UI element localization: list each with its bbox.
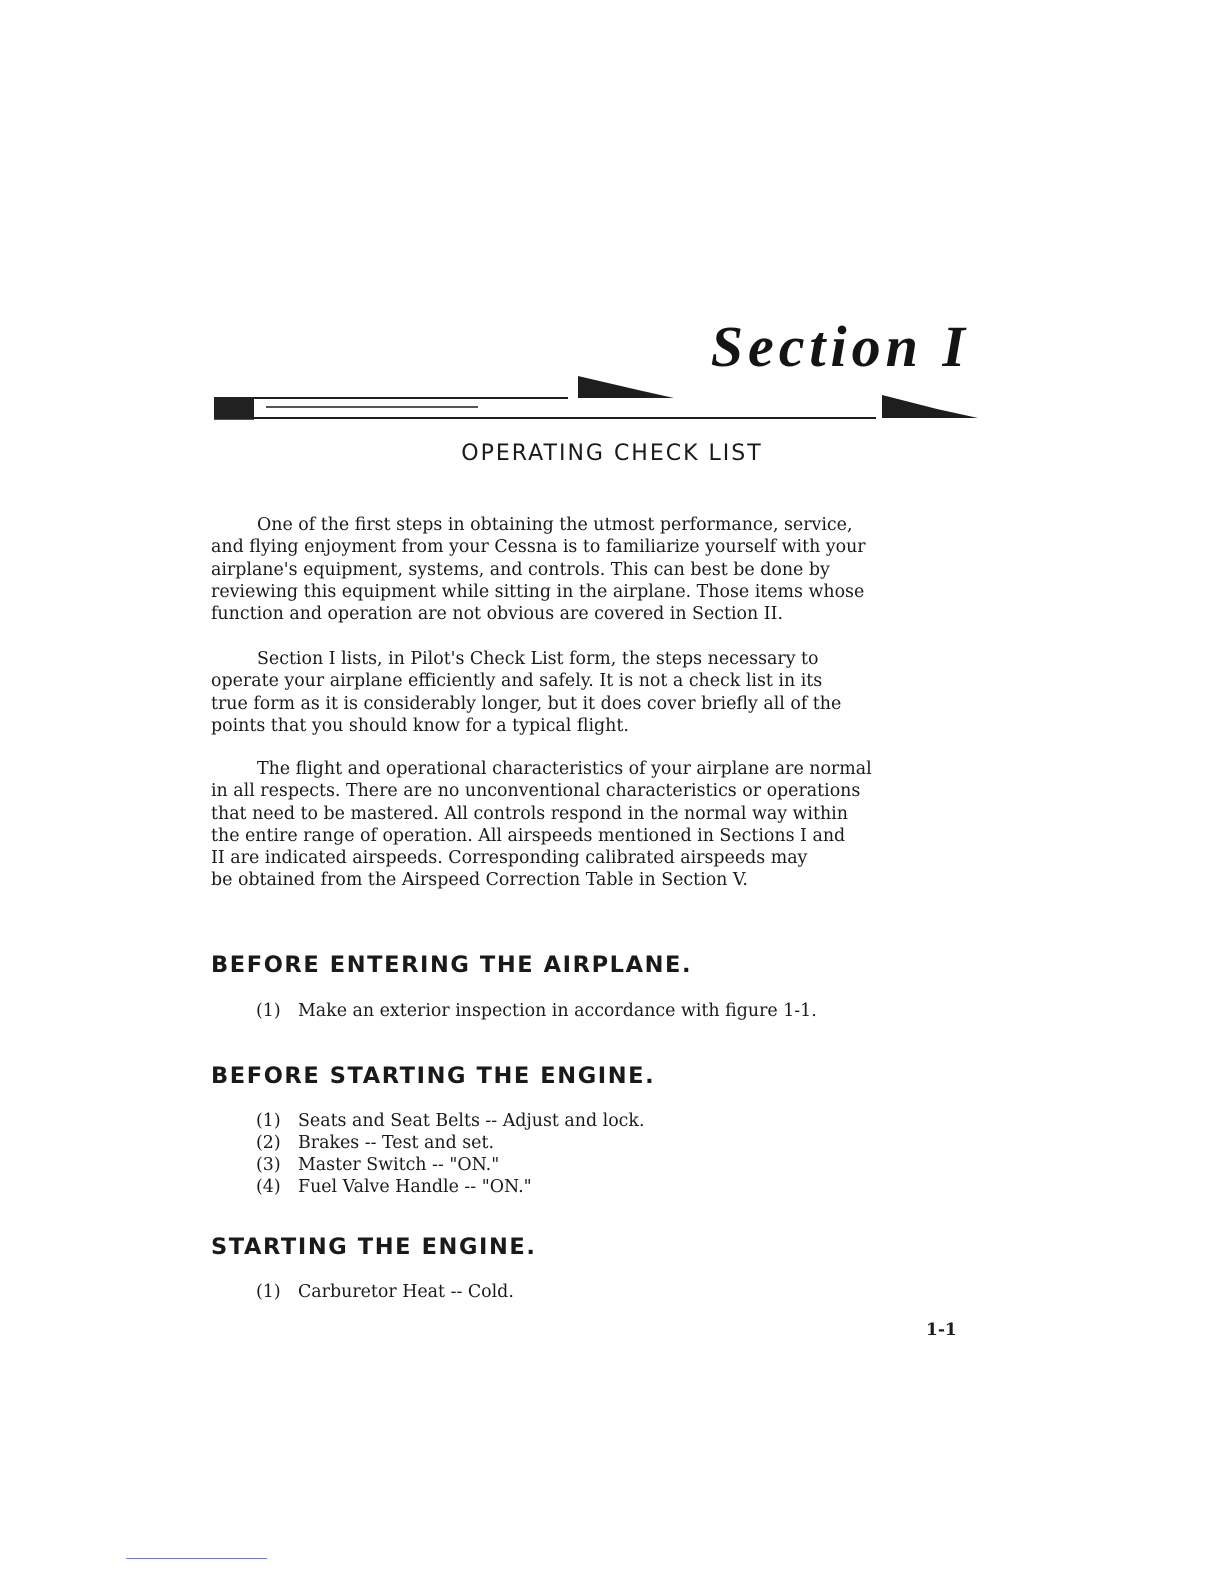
checklist-before-starting <box>256 1110 644 1198</box>
intro-paragraph-1 <box>211 514 981 625</box>
item-number: (1) <box>256 1111 281 1131</box>
arrow-wedge-right <box>882 395 982 421</box>
paragraph-line: points that you should know for a typical flight. <box>211 715 629 736</box>
checklist-starting-engine <box>256 1281 514 1303</box>
rule-upper-long <box>254 397 568 399</box>
paragraph-line: The flight and operational characteristics of your airplane are normal <box>257 759 872 779</box>
paragraph-line: true form as it is considerably longer, but it does cover briefly all of the <box>211 693 842 714</box>
paragraph-line: function and operation are not obvious are covered in Section II. <box>211 604 784 625</box>
paragraph-line: operate your airplane efficiently and safely. It is not a check list in its <box>211 671 823 692</box>
rule-inner-short <box>266 406 478 408</box>
intro-paragraph-2 <box>211 648 981 737</box>
paragraph-line: in all respects. There are no unconventional characteristics or operations <box>211 781 861 802</box>
item-text: Fuel Valve Handle -- "ON." <box>298 1177 532 1197</box>
paragraph-line: that need to be mastered. All controls respond in the normal way within <box>211 803 848 824</box>
item-number: (4) <box>256 1177 281 1197</box>
rule-block-left <box>214 397 254 420</box>
paragraph-line: the entire range of operation. All airspeeds mentioned in Sections I and <box>211 825 846 846</box>
footnote-divider <box>126 1558 267 1559</box>
list-item <box>256 1176 644 1198</box>
list-item <box>256 1154 644 1176</box>
item-number: (1) <box>256 1282 281 1302</box>
section-label: Section I <box>710 314 970 379</box>
intro-paragraph-3 <box>211 758 981 892</box>
paragraph-line: be obtained from the Airspeed Correction Table in Section V. <box>211 870 748 891</box>
page-title: OPERATING CHECK LIST <box>461 441 763 466</box>
item-number: (1) <box>256 1001 281 1021</box>
paragraph-line: Section I lists, in Pilot's Check List form, the steps necessary to <box>257 649 819 669</box>
paragraph-line: airplane's equipment, systems, and controls. This can best be done by <box>211 559 830 580</box>
paragraph-line: II are indicated airspeeds. Corresponding calibrated airspeeds may <box>211 848 808 869</box>
list-item <box>256 1000 817 1022</box>
item-number: (2) <box>256 1133 281 1153</box>
item-text: Seats and Seat Belts -- Adjust and lock. <box>298 1111 645 1131</box>
item-text: Carburetor Heat -- Cold. <box>298 1282 514 1302</box>
item-text: Make an exterior inspection in accordance with figure 1-1. <box>298 1001 817 1021</box>
list-item <box>256 1281 514 1303</box>
list-item <box>256 1132 644 1154</box>
heading-starting-engine: STARTING THE ENGINE. <box>211 1234 537 1260</box>
page-number: 1-1 <box>926 1320 957 1340</box>
item-text: Master Switch -- "ON." <box>298 1155 500 1175</box>
rule-lower-long <box>254 417 876 419</box>
item-number: (3) <box>256 1155 281 1175</box>
heading-before-starting: BEFORE STARTING THE ENGINE. <box>211 1063 656 1089</box>
paragraph-line: and flying enjoyment from your Cessna is to familiarize yourself with your <box>211 537 866 558</box>
list-item <box>256 1110 644 1132</box>
arrow-wedge-mid <box>578 376 678 402</box>
paragraph-line: reviewing this equipment while sitting in the airplane. Those items whose <box>211 581 865 602</box>
paragraph-line: One of the first steps in obtaining the utmost performance, service, <box>257 515 853 535</box>
heading-before-entering: BEFORE ENTERING THE AIRPLANE. <box>211 952 693 978</box>
rule-bottom-edge <box>214 419 254 420</box>
item-text: Brakes -- Test and set. <box>298 1133 494 1153</box>
checklist-before-entering <box>256 1000 817 1022</box>
